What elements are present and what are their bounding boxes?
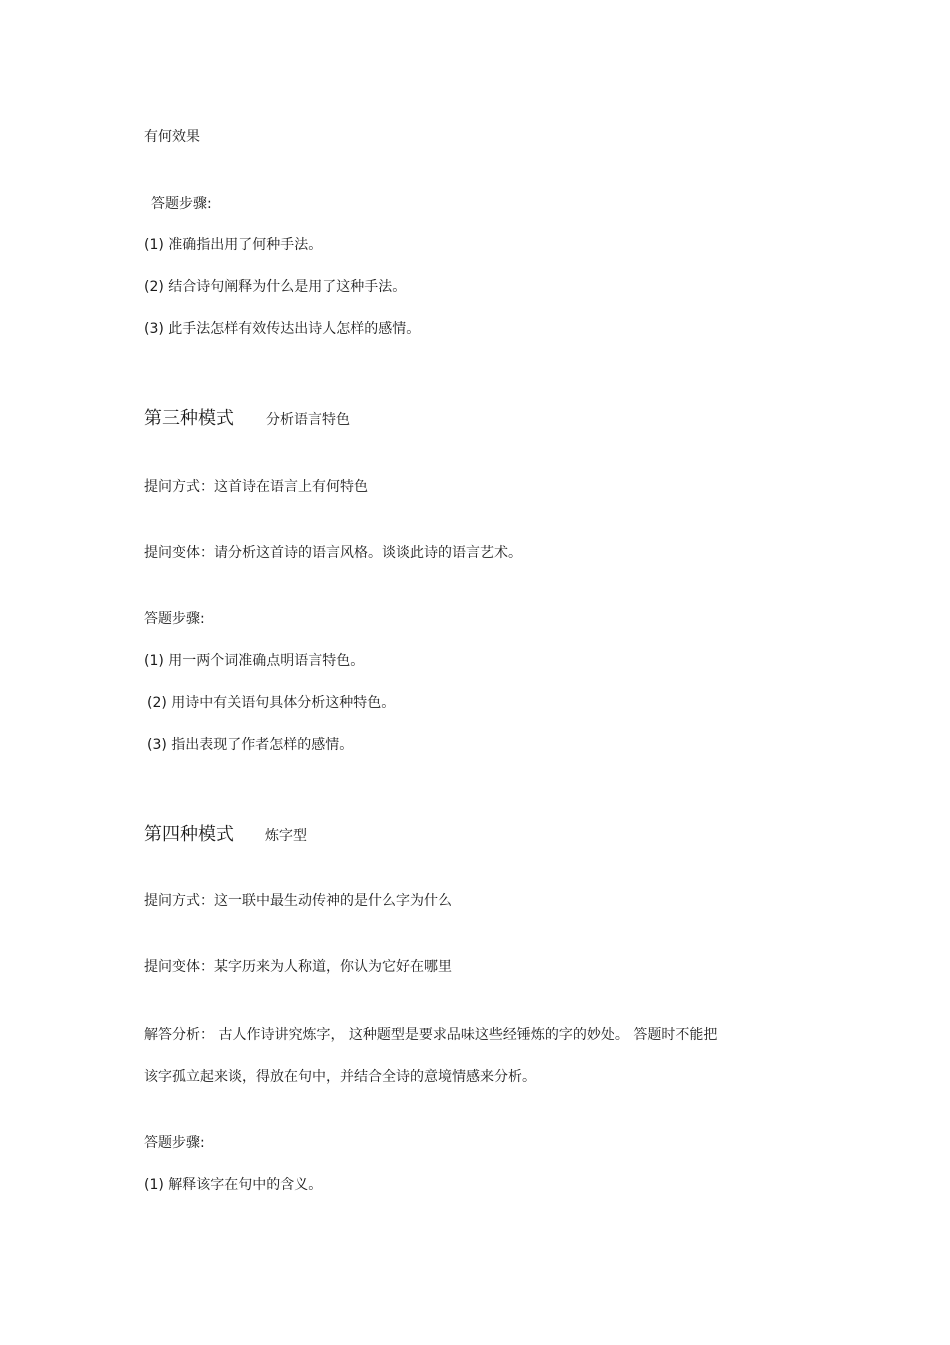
section4-analysis-line-2: 该字孤立起来谈，得放在句中，并结合全诗的意境情感来分析。 [144, 1069, 536, 1085]
section4-analysis-line-1: 解答分析： 古人作诗讲究炼字， 这种题型是要求品味这些经锤炼的字的妙处。 答题时不能把 [144, 1027, 718, 1043]
section4-title: 第四种模式 [144, 824, 234, 845]
section4-steps-label: 答题步骤: [144, 1135, 205, 1151]
section3-step-1: (1) 用一两个词准确点明语言特色。 [144, 653, 365, 669]
section4-subtitle: 炼字型 [265, 828, 307, 844]
section2-steps-label: 答题步骤: [151, 196, 212, 212]
section4-variant: 提问变体：某字历来为人称道，你认为它好在哪里 [144, 959, 452, 975]
section3-step-3: (3) 指出表现了作者怎样的感情。 [147, 737, 354, 753]
section2-step-2: (2) 结合诗句阐释为什么是用了这种手法。 [144, 279, 407, 295]
section2-tail-text: 有何效果 [144, 129, 200, 145]
section4-ask: 提问方式：这一联中最生动传神的是什么字为什么 [144, 893, 452, 909]
section4-step-1: (1) 解释该字在句中的含义。 [144, 1177, 323, 1193]
section2-step-3: (3) 此手法怎样有效传达出诗人怎样的感情。 [144, 321, 421, 337]
section3-steps-label: 答题步骤: [144, 611, 205, 627]
section3-subtitle: 分析语言特色 [266, 412, 350, 428]
section3-title: 第三种模式 [144, 408, 234, 429]
section3-step-2: (2) 用诗中有关语句具体分析这种特色。 [147, 695, 396, 711]
section3-ask: 提问方式：这首诗在语言上有何特色 [144, 479, 368, 495]
section2-step-1: (1) 准确指出用了何种手法。 [144, 237, 323, 253]
section3-variant: 提问变体：请分析这首诗的语言风格。谈谈此诗的语言艺术。 [144, 545, 522, 561]
